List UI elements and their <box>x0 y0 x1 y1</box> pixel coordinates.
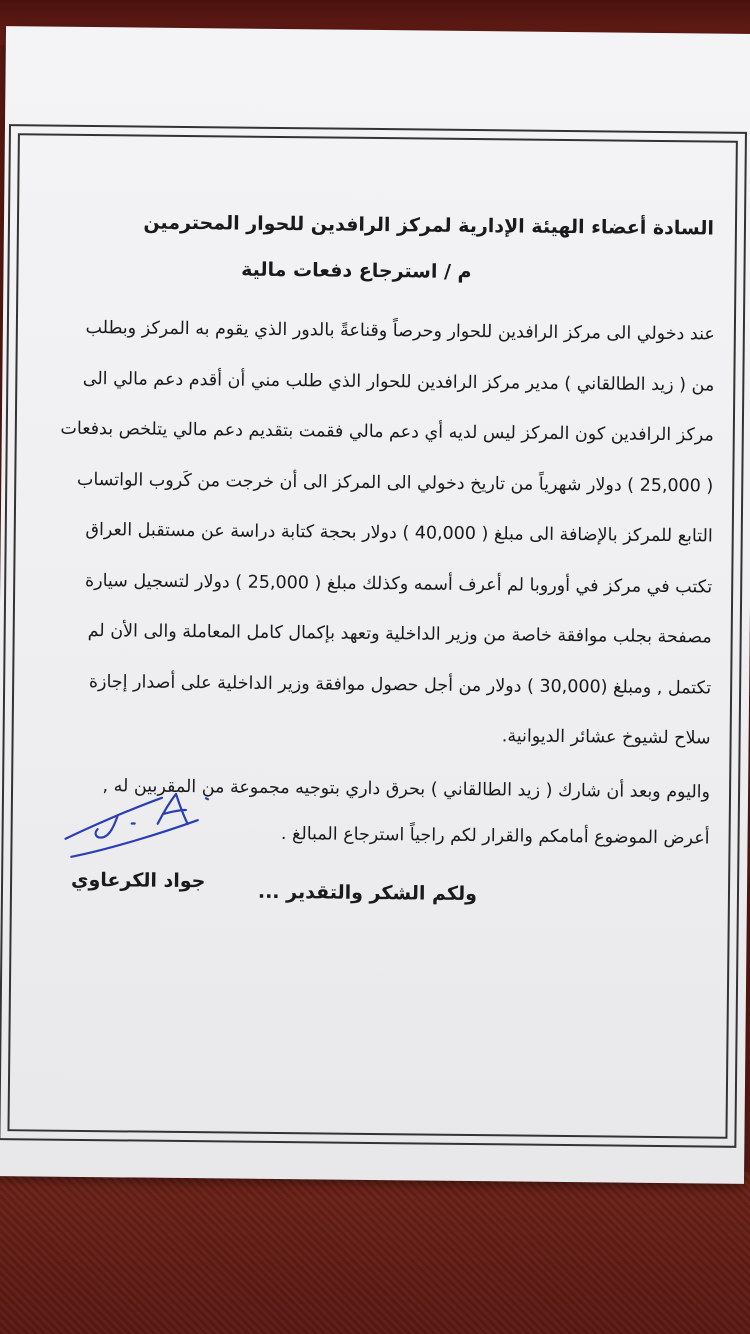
body-line: التابع للمركز بالإضافة الى مبلغ ( 40,000 ) دولار بحجة كتابة دراسة عن مستقبل العراق <box>85 519 713 547</box>
body-line: ( 25,000 ) دولار شهرياً من تاريخ دخولي الى المركز الى أن خرجت من كَروب الواتساب <box>76 469 714 497</box>
body-line: أعرض الموضوع أمامكم والقرار لكم راجياً استرجاع المبالغ . <box>280 824 710 849</box>
background-table-surface <box>0 1172 750 1334</box>
signer-name: جواد الكرعاوي <box>70 868 206 893</box>
letter-addressee: السادة أعضاء الهيئة الإدارية لمركز الرافدين للحوار المحترمين <box>143 211 715 240</box>
letter-body <box>20 302 715 764</box>
letter-closing: ولكم الشكر والتقدير ... <box>257 880 478 906</box>
body-line: سلاح لشيوخ عشائر الديوانية. <box>501 726 711 749</box>
body-line: تكتب في مركز في أوروبا لم أعرف أسمه وكذلك مبلغ ( 25,000 ) دولار لتسجيل سيارة <box>84 570 713 598</box>
handwritten-signature <box>59 779 220 871</box>
letter-paper <box>0 26 750 1184</box>
body-line: واليوم وبعد أن شارك ( زيد الطالقاني ) بحرق داري بتوجيه مجموعة من المقربين له , <box>102 776 711 803</box>
body-line: عند دخولي الى مركز الرافدين للحوار وحرصاً وقناعةً بالدور الذي يقوم به المركز وبطلب <box>85 317 715 345</box>
letter-subject: م / استرجاع دفعات مالية <box>241 258 472 283</box>
body-line: مصفحة بجلب موافقة خاصة من وزير الداخلية وتعهد بإكمال كامل المعاملة والى الأن لم <box>87 620 712 648</box>
body-line: مركز الرافدين كون المركز ليس لديه أي دعم مالي فقمت بتقديم دعم مالي يتلخص بدفعات <box>60 418 714 446</box>
body-line: تكتمل , ومبلغ (30,000 ) دولار من أجل حصول موافقة وزير الداخلية على أصدار إجازة <box>88 671 712 699</box>
body-line: من ( زيد الطالقاني ) مدير مركز الرافدين للحوار الذي طلب مني أن أقدم دعم مالي الى <box>82 368 715 396</box>
